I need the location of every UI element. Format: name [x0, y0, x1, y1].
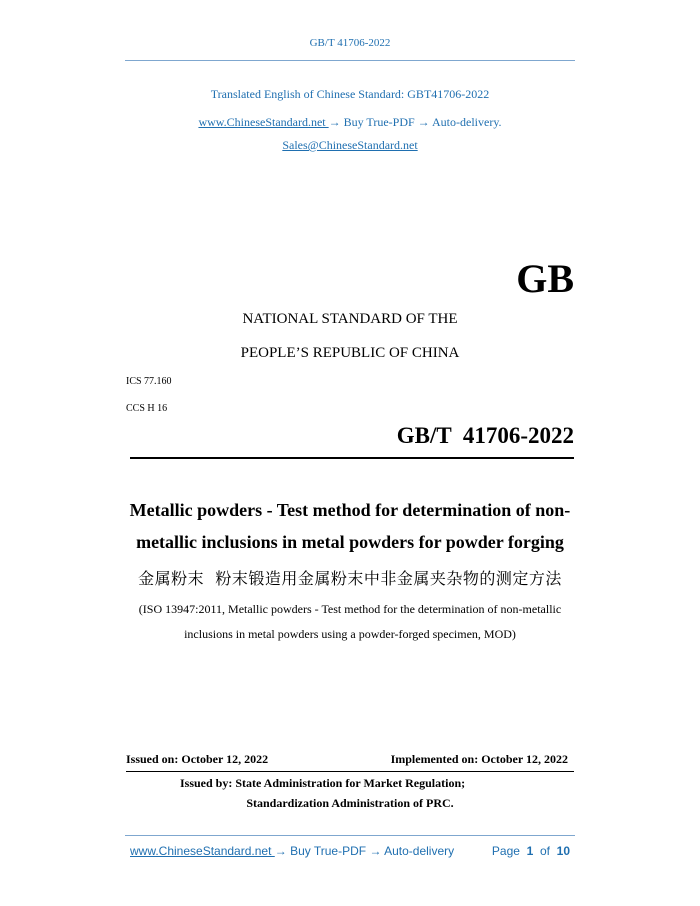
- national-standard-line1: NATIONAL STANDARD OF THE: [242, 311, 458, 327]
- issued-date: Issued on: October 12, 2022: [126, 752, 269, 766]
- ccs-code: CCS H 16: [126, 403, 168, 414]
- national-standard-line2: PEOPLE’S REPUBLIC OF CHINA: [240, 345, 460, 361]
- header-standard-code: GB/T 41706-2022: [309, 37, 391, 49]
- promo-purchase-line: [0, 115, 700, 130]
- translated-notice: Translated English of Chinese Standard: GBT41706-2022: [210, 87, 490, 101]
- footer-promo: [130, 844, 454, 858]
- issuer-line2: Standardization Administration of PRC.: [246, 796, 454, 810]
- page-label: Page: [491, 844, 520, 858]
- gb-mark: GB: [516, 256, 574, 301]
- footer-divider: [125, 835, 575, 836]
- page-indicator: [492, 844, 570, 858]
- standard-number-rule: [130, 457, 574, 459]
- standard-number: GB/T 41706-2022: [396, 423, 574, 448]
- purchase-text: → Buy True-PDF → Auto-delivery.: [328, 115, 502, 129]
- site-link[interactable]: www.ChineseStandard.net: [198, 115, 329, 129]
- title-english: Metallic powders - Test method for determination of non-metallic inclusions in metal powders for powder forging: [129, 500, 571, 552]
- page-total: 10: [556, 844, 570, 858]
- title-chinese: 金属粉末 粉末锻造用金属粉末中非金属夹杂物的测定方法: [138, 569, 562, 588]
- header-divider: [125, 60, 575, 61]
- implemented-date: Implemented on: October 12, 2022: [390, 752, 568, 766]
- issuer-line1: Issued by: State Administration for Market Regulation;: [180, 776, 466, 790]
- footer-purchase-text: → Buy True-PDF → Auto-delivery: [274, 844, 455, 858]
- ics-code: ICS 77.160: [126, 376, 172, 387]
- issue-divider: [126, 771, 574, 772]
- promo-email-line: [0, 138, 700, 153]
- email-link[interactable]: Sales@ChineseStandard.net: [282, 138, 418, 152]
- page-of: of: [539, 844, 550, 858]
- iso-reference: (ISO 13947:2011, Metallic powders - Test method for the determination of non-metallic inclusions in metal powders using a powder-forged specimen, MOD): [138, 602, 562, 641]
- page-current: 1: [526, 844, 534, 858]
- footer-site-link[interactable]: www.ChineseStandard.net: [130, 844, 275, 858]
